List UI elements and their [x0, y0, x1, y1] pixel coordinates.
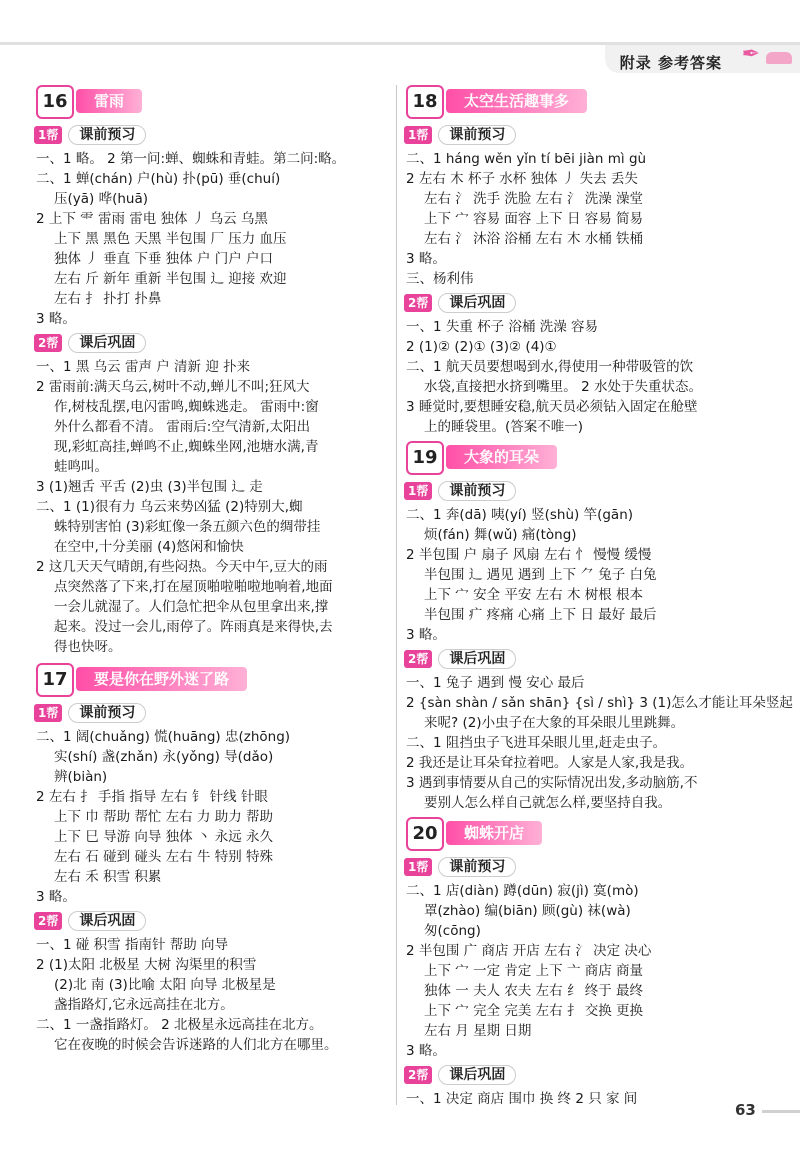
section-tag-preview: [404, 856, 766, 878]
tag-label: 课后巩固: [68, 911, 146, 931]
lesson-16-review-answers: [36, 357, 396, 657]
answer-line: 作,树枝乱摆,电闪雷鸣,蜘蛛逃走。 雷雨中:窗: [54, 399, 319, 415]
tag-badge: 1帮: [34, 126, 62, 144]
page-number: 63: [735, 1101, 756, 1119]
lesson-18-preview-answers: [406, 149, 766, 289]
lesson-title: 蜘蛛开店: [446, 821, 542, 845]
lesson-title: 大象的耳朵: [446, 445, 557, 469]
lesson-title: 要是你在野外迷了路: [76, 667, 247, 691]
answer-line: 左右 氵 洗手 洗脸 左右 氵 洗澡 澡堂: [424, 191, 644, 207]
answer-line: 3 略。: [406, 1043, 446, 1059]
answer-line: 2 上下 ⻗ 雷雨 雷电 独体 丿 乌云 乌黑: [36, 211, 268, 227]
lesson-19-header: [406, 441, 766, 477]
answer-line: 点突然落了下来,打在屋顶啪啦啪啦地响着,地面: [54, 579, 333, 595]
answer-line: 来呢? (2)小虫子在大象的耳朵眼儿里跳舞。: [424, 715, 685, 731]
answer-line: 二、1 háng wěn yǐn tí bēi jiàn mì gù: [406, 151, 647, 167]
lesson-18-header: [406, 85, 766, 121]
tag-badge: 2帮: [34, 334, 62, 352]
answer-line: 左右 扌 扑打 扑鼻: [54, 291, 162, 307]
answer-line: 罩(zhào) 编(biān) 顾(gù) 袜(wà): [424, 903, 631, 919]
lesson-number: 17: [36, 663, 74, 697]
section-tag-review: [34, 910, 396, 932]
section-tag-preview: [404, 124, 766, 146]
answer-line: 3 遇到事情要从自己的实际情况出发,多动脑筋,不: [406, 775, 698, 791]
answer-line: 2 左右 木 杯子 水杯 独体 丿 失去 丢失: [406, 171, 638, 187]
answer-line: 起来。没过一会儿,雨停了。阵雨真是来得快,去: [54, 619, 333, 635]
tag-badge: 1帮: [404, 126, 432, 144]
answer-line: 得也快呀。: [54, 639, 122, 655]
tag-label: 课前预习: [68, 703, 146, 723]
answer-line: 上下 巳 导游 向导 独体 丶 永远 永久: [54, 829, 274, 845]
answer-line: 上的睡袋里。(答案不唯一): [424, 419, 584, 435]
page-number-rule: [762, 1110, 800, 1113]
answer-line: 一、1 碰 积雪 指南针 帮助 向导: [36, 937, 229, 953]
answer-line: 在空中,十分美丽 (4)悠闲和愉快: [54, 539, 244, 555]
answer-line: 3 略。: [406, 251, 446, 267]
section-tag-review: [404, 1064, 766, 1086]
tag-badge: 2帮: [404, 650, 432, 668]
answer-line: 2 左右 扌 手指 指导 左右 钅 针线 针眼: [36, 789, 268, 805]
lesson-20-header: [406, 817, 766, 853]
answer-line: 一、1 决定 商店 围巾 换 终 2 只 家 间: [406, 1091, 638, 1107]
answer-line: 2 我还是让耳朵耷拉着吧。人家是人家,我是我。: [406, 755, 694, 771]
answer-line: 外什么都看不清。 雷雨后:空气清新,太阳出: [54, 419, 311, 435]
answer-line: 3 略。: [406, 627, 446, 643]
feather-pen-icon: ✒: [741, 42, 760, 67]
answer-line: 左右 氵 沐浴 浴桶 左右 木 水桶 铁桶: [424, 231, 644, 247]
section-tag-preview: [34, 124, 396, 146]
lesson-number: 20: [406, 817, 444, 851]
answer-line: 上下 黑 黑色 天黑 半包围 厂 压力 血压: [54, 231, 287, 247]
answer-line: 3 (1)翘舌 平舌 (2)虫 (3)半包围 辶 走: [36, 479, 263, 495]
answer-line: 左右 月 星期 日期: [424, 1023, 532, 1039]
answer-line: 2 这几天天气晴朗,有些闷热。今天中午,豆大的雨: [36, 559, 328, 575]
section-tag-review: [34, 332, 396, 354]
answer-line: 左右 斤 新年 重新 半包围 辶 迎接 欢迎: [54, 271, 287, 287]
answer-line: 它在夜晚的时候会告诉迷路的人们北方在哪里。: [54, 1037, 338, 1053]
tag-label: 课前预习: [438, 125, 516, 145]
section-tag-preview: [404, 480, 766, 502]
answer-line: 二、1 店(diàn) 蹲(dūn) 寂(jì) 寞(mò): [406, 883, 639, 899]
tag-label: 课前预习: [438, 481, 516, 501]
answer-line: 辨(biàn): [54, 769, 108, 785]
tag-label: 课前预习: [438, 857, 516, 877]
answer-line: 独体 丿 垂直 下垂 独体 户 门户 户口: [54, 251, 274, 267]
lesson-20-preview-answers: [406, 881, 766, 1061]
answer-line: 二、1 阻挡虫子飞进耳朵眼儿里,赶走虫子。: [406, 735, 667, 751]
section-tag-review: [404, 648, 766, 670]
tag-badge: 1帮: [34, 704, 62, 722]
tag-label: 课后巩固: [68, 333, 146, 353]
answer-line: 三、杨利伟: [406, 271, 474, 287]
answer-line: 2 半包围 户 扇子 风扇 左右 忄 慢慢 缓慢: [406, 547, 652, 563]
answer-line: 二、1 奔(dā) 咦(yí) 竖(shù) 竿(gān): [406, 507, 634, 523]
answer-line: 一、1 黑 乌云 雷声 户 清新 迎 扑来: [36, 359, 251, 375]
answer-line: 2 半包围 广 商店 开店 左右 氵 决定 决心: [406, 943, 652, 959]
lesson-number: 19: [406, 441, 444, 475]
answer-line: 3 略。: [36, 311, 76, 327]
answer-line: 2 (1)② (2)① (3)② (4)①: [406, 339, 557, 355]
lesson-title: 雷雨: [76, 89, 142, 113]
lesson-16-preview-answers: [36, 149, 396, 329]
answer-line: 盏指路灯,它永远高挂在北方。: [54, 997, 234, 1013]
lesson-number: 18: [406, 85, 444, 119]
answer-line: 一、1 略。 2 第一问:蝉、蜘蛛和青蛙。第二问:略。: [36, 151, 346, 167]
answer-line: 水袋,直接把水挤到嘴里。 2 水处于失重状态。: [424, 379, 702, 395]
answer-line: 烦(fán) 舞(wǔ) 痛(tòng): [424, 527, 577, 543]
answer-line: 2 (1)太阳 北极星 大树 沟渠里的积雪: [36, 957, 257, 973]
answer-line: 3 睡觉时,要想睡安稳,航天员必须钻入固定在舱壁: [406, 399, 698, 415]
answer-line: 一、1 兔子 遇到 慢 安心 最后: [406, 675, 585, 691]
answer-line: 现,彩虹高挂,蝉鸣不止,蜘蛛坐网,池塘水满,青: [54, 439, 319, 455]
answer-line: 上下 宀 一定 肯定 上下 亠 商店 商量: [424, 963, 644, 979]
lesson-17-header: [36, 663, 396, 699]
header-title: 附录 参考答案: [619, 54, 722, 72]
lesson-19-preview-answers: [406, 505, 766, 645]
answer-line: 2 雷雨前:满天乌云,树叶不动,蝉儿不叫;狂风大: [36, 379, 310, 395]
inkwell-icon: [766, 52, 792, 64]
lesson-20-review-answers: [406, 1089, 766, 1109]
answer-line: (2)北 南 (3)比喻 太阳 向导 北极星是: [54, 977, 276, 993]
answer-line: 上下 宀 安全 平安 左右 木 树根 根本: [424, 587, 644, 603]
tag-label: 课后巩固: [438, 649, 516, 669]
lesson-17-review-answers: [36, 935, 396, 1055]
tag-badge: 2帮: [404, 294, 432, 312]
answer-line: 2 {sàn shàn / sǎn shān} {sì / shì} 3 (1)怎么才能让耳朵竖起: [406, 695, 793, 711]
lesson-18-review-answers: [406, 317, 766, 437]
column-divider: [396, 85, 397, 1105]
lesson-16-header: [36, 85, 396, 121]
answer-line: 3 略。: [36, 889, 76, 905]
lesson-17-preview-answers: [36, 727, 396, 907]
tag-label: 课后巩固: [438, 293, 516, 313]
answer-line: 上下 宀 容易 面容 上下 日 容易 简易: [424, 211, 644, 227]
answer-line: 匆(cōng): [424, 923, 481, 939]
answer-line: 上下 巾 帮助 帮忙 左右 力 助力 帮助: [54, 809, 274, 825]
answer-line: 上下 宀 完全 完美 左右 扌 交换 更换: [424, 1003, 644, 1019]
answer-line: 左右 禾 积雪 积累: [54, 869, 162, 885]
answer-line: 独体 一 夫人 农夫 左右 纟 终于 最终: [424, 983, 644, 999]
answer-line: 左右 石 碰到 碰头 左右 牛 特别 特殊: [54, 849, 274, 865]
answer-line: 二、1 (1)很有力 乌云来势凶猛 (2)特别大,蜘: [36, 499, 303, 515]
lesson-title: 太空生活趣事多: [446, 89, 587, 113]
answer-line: 一会儿就湿了。人们急忙把伞从包里拿出来,撑: [54, 599, 329, 615]
answer-line: 半包围 疒 疼痛 心痛 上下 日 最好 最后: [424, 607, 657, 623]
lesson-number: 16: [36, 85, 74, 119]
answer-line: 蛙鸣叫。: [54, 459, 108, 475]
answer-line: 二、1 航天员要想喝到水,得使用一种带吸管的饮: [406, 359, 694, 375]
answer-line: 蛛特别害怕 (3)彩虹像一条五颜六色的绸带挂: [54, 519, 321, 535]
answer-line: 二、1 阔(chuǎng) 慌(huāng) 忠(zhōng): [36, 729, 291, 745]
tag-label: 课后巩固: [438, 1065, 516, 1085]
tag-badge: 1帮: [404, 482, 432, 500]
answer-line: 二、1 一盏指路灯。 2 北极星永远高挂在北方。: [36, 1017, 323, 1033]
right-column: [406, 85, 793, 1109]
answer-line: 半包围 辶 遇见 遇到 上下 ⺈ 兔子 白兔: [424, 567, 657, 583]
answer-line: 实(shí) 盏(zhǎn) 永(yǒng) 导(dǎo): [54, 749, 274, 765]
answer-line: 压(yā) 哗(huā): [54, 191, 149, 207]
tag-badge: 2帮: [34, 912, 62, 930]
tag-badge: 2帮: [404, 1066, 432, 1084]
lesson-19-review-answers: [406, 673, 793, 813]
left-column: [36, 85, 396, 1055]
answer-line: 一、1 失重 杯子 浴桶 洗澡 容易: [406, 319, 599, 335]
answer-line: 二、1 蝉(chán) 户(hù) 扑(pū) 垂(chuí): [36, 171, 281, 187]
tag-label: 课前预习: [68, 125, 146, 145]
section-tag-review: [404, 292, 766, 314]
tag-badge: 1帮: [404, 858, 432, 876]
answer-line: 要别人怎么样自己就怎么样,要坚持自我。: [424, 795, 672, 811]
section-tag-preview: [34, 702, 396, 724]
page-header: [0, 0, 800, 70]
